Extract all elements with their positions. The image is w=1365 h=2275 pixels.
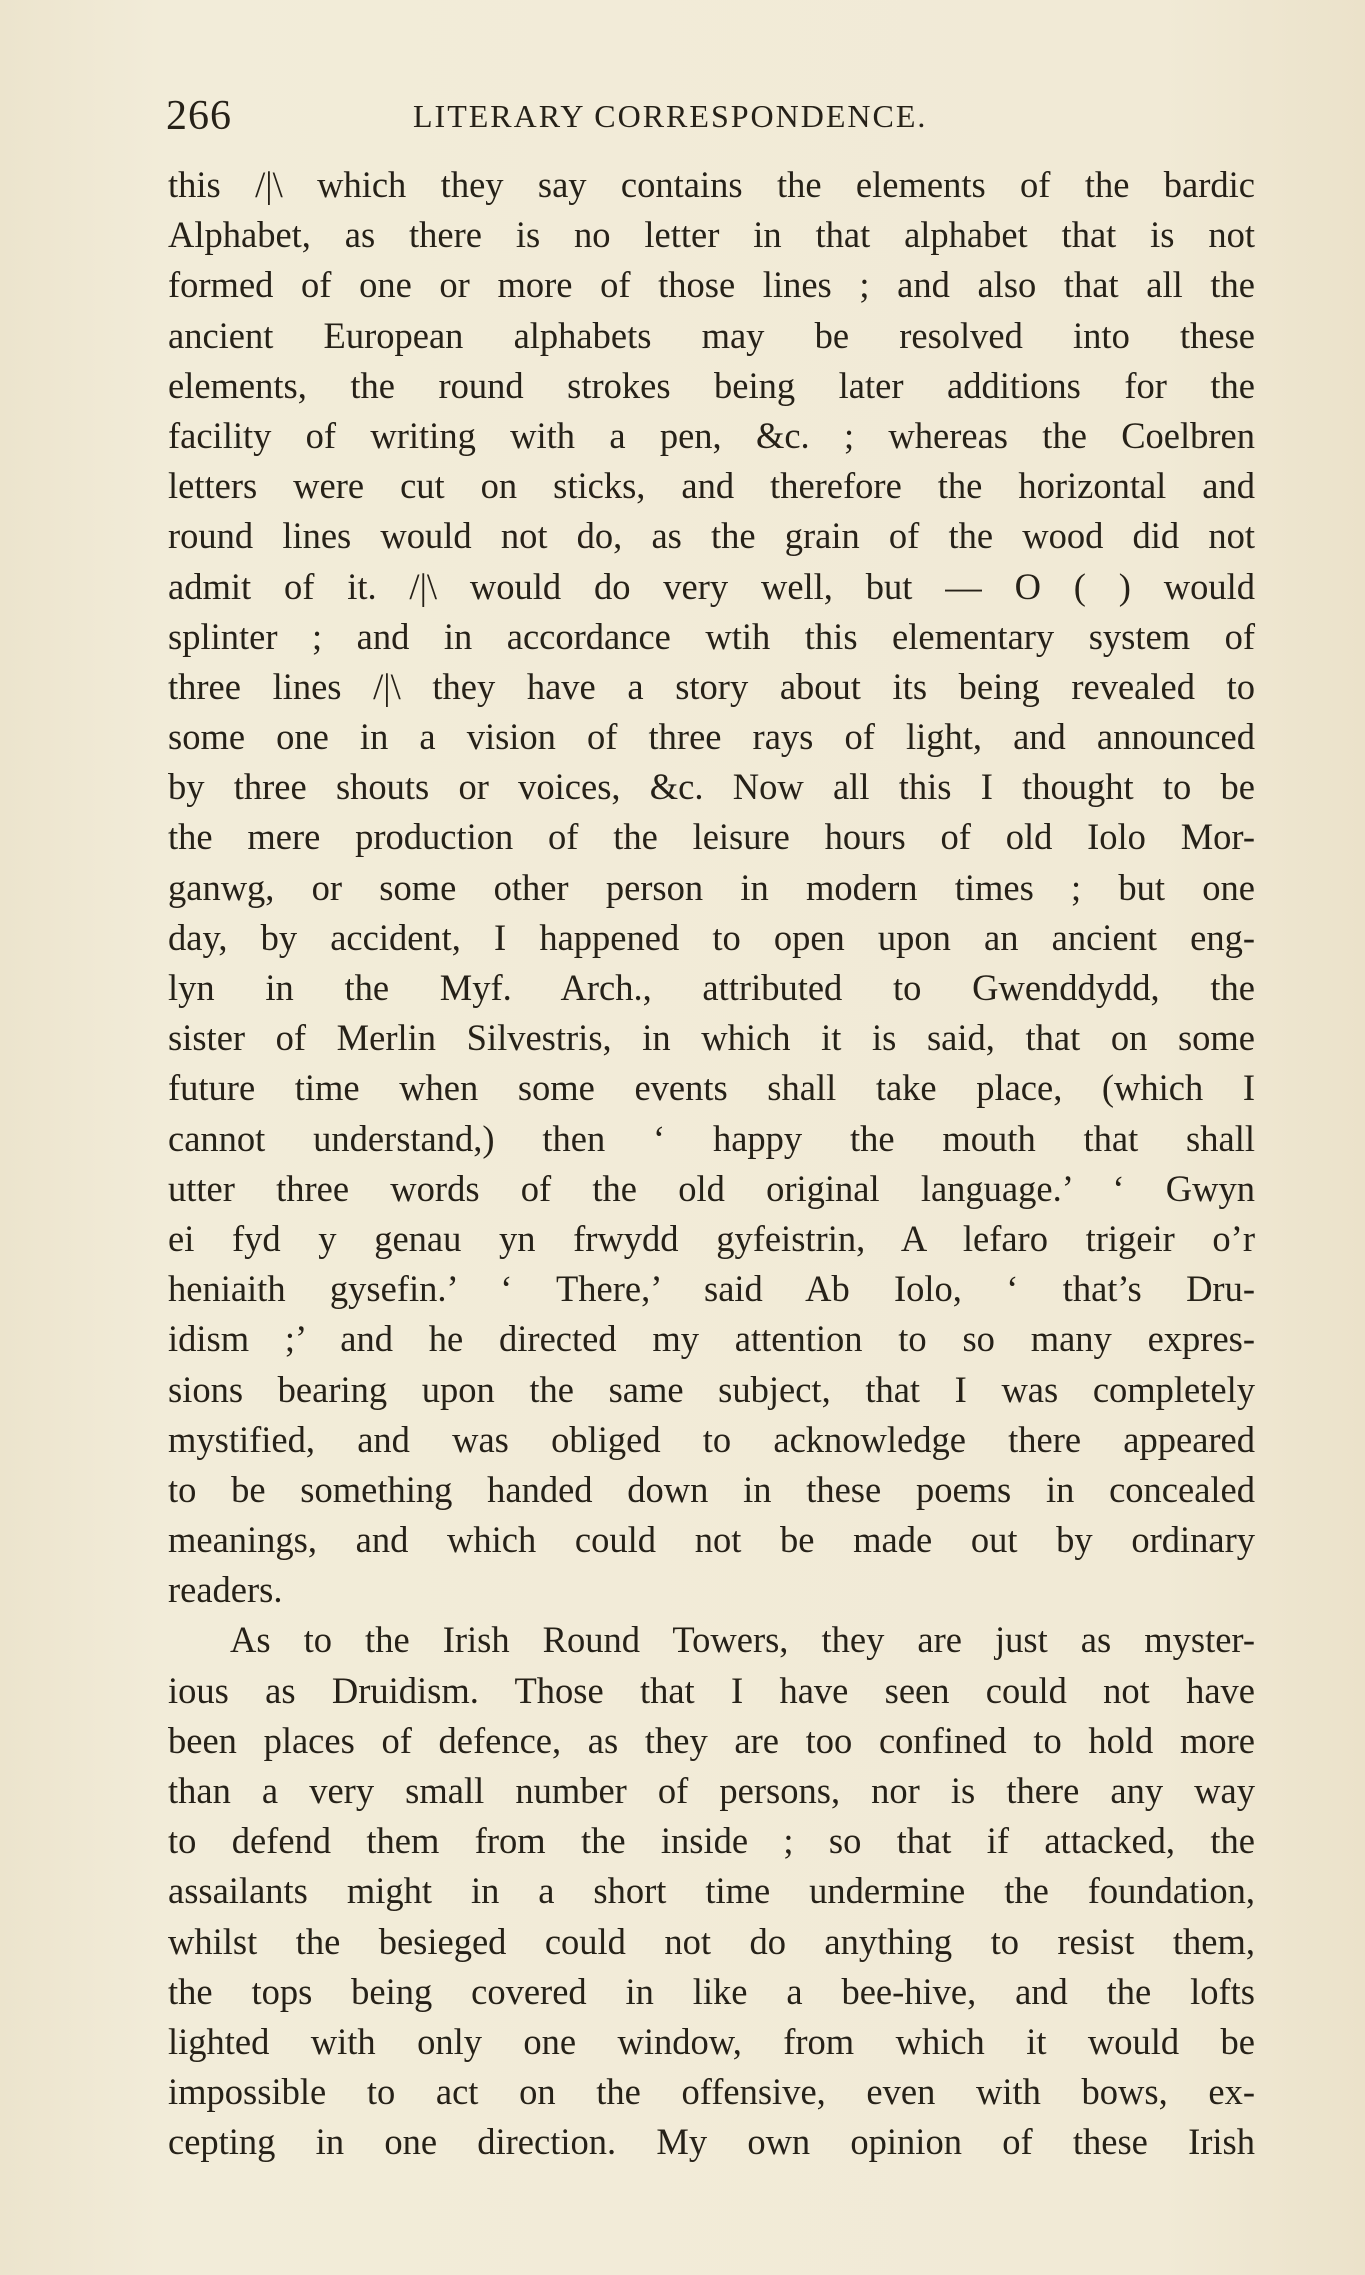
paragraph-first-line: As to the Irish Round Towers, they are just as myster- xyxy=(230,1619,1255,1661)
text-line: to defend them from the inside ; so that if attacked, the xyxy=(168,1820,1255,1862)
text-line: assailants might in a short time undermine the foundation, xyxy=(168,1870,1255,1912)
text-line: to be something handed down in these poems in concealed xyxy=(168,1468,1255,1510)
text-line: some one in a vision of three rays of light, and announced xyxy=(168,716,1255,758)
text-line: ancient European alphabets may be resolved into these xyxy=(168,314,1255,356)
text-line: cepting in one direction. My own opinion of these Irish xyxy=(168,2121,1255,2163)
text-line: sister of Merlin Silvestris, in which it is said, that on some xyxy=(168,1017,1255,1059)
text-line: by three shouts or voices, &c. Now all this I thought to be xyxy=(168,766,1255,808)
text-line: admit of it. /|\ would do very well, but — O ( ) would xyxy=(168,565,1255,607)
text-line: letters were cut on sticks, and therefore the horizontal and xyxy=(168,465,1255,507)
text-line: than a very small number of persons, nor is there any way xyxy=(168,1770,1255,1811)
text-line: Alphabet, as there is no letter in that alphabet that is not xyxy=(168,214,1255,256)
page-number: 266 xyxy=(166,93,232,139)
text-line: ei fyd y genau yn frwydd gyfeistrin, A lefaro trigeir o’r xyxy=(168,1217,1255,1259)
text-line: future time when some events shall take place, (which I xyxy=(168,1067,1255,1109)
text-line: formed of one or more of those lines ; and also that all the xyxy=(168,264,1255,306)
running-title: LITERARY CORRESPONDENCE. xyxy=(413,98,928,134)
text-line: lyn in the Myf. Arch., attributed to Gwenddydd, the xyxy=(168,967,1255,1008)
page-header xyxy=(166,92,1256,142)
body-text xyxy=(168,160,1255,2168)
text-line: the tops being covered in like a bee-hive, and the lofts xyxy=(168,1970,1255,2012)
text-line: mystified, and was obliged to acknowledge there appeared xyxy=(168,1418,1255,1460)
text-line: impossible to act on the offensive, even with bows, ex- xyxy=(168,2071,1255,2113)
text-line: meanings, and which could not be made out by ordinary xyxy=(168,1519,1255,1561)
text-line: round lines would not do, as the grain of the wood did not xyxy=(168,515,1255,557)
text-line: ganwg, or some other person in modern times ; but one xyxy=(168,866,1255,908)
text-line: lighted with only one window, from which it would be xyxy=(168,2020,1255,2062)
text-line: three lines /|\ they have a story about its being revealed to xyxy=(168,665,1255,707)
text-line: splinter ; and in accordance wtih this elementary system of xyxy=(168,615,1255,657)
text-line: ious as Druidism. Those that I have seen could not have xyxy=(168,1669,1255,1711)
text-line: idism ;’ and he directed my attention to so many expres- xyxy=(168,1318,1255,1360)
text-line: the mere production of the leisure hours of old Iolo Mor- xyxy=(168,816,1255,858)
text-line: elements, the round strokes being later additions for the xyxy=(168,364,1255,406)
text-line: sions bearing upon the same subject, that I was completely xyxy=(168,1368,1255,1410)
text-line: day, by accident, I happened to open upon an ancient eng- xyxy=(168,916,1255,958)
text-line: utter three words of the old original language.’ ‘ Gwyn xyxy=(168,1167,1255,1209)
paragraph-last-line: readers. xyxy=(168,1569,283,1611)
text-line: whilst the besieged could not do anything to resist them, xyxy=(168,1920,1255,1962)
text-line: cannot understand,) then ‘ happy the mouth that shall xyxy=(168,1117,1255,1159)
text-line: this /|\ which they say contains the elements of the bardic xyxy=(168,164,1255,205)
text-line: been places of defence, as they are too confined to hold more xyxy=(168,1719,1255,1761)
text-line: heniaith gysefin.’ ‘ There,’ said Ab Iolo, ‘ that’s Dru- xyxy=(168,1268,1255,1310)
text-line: facility of writing with a pen, &c. ; whereas the Coelbren xyxy=(168,414,1255,456)
